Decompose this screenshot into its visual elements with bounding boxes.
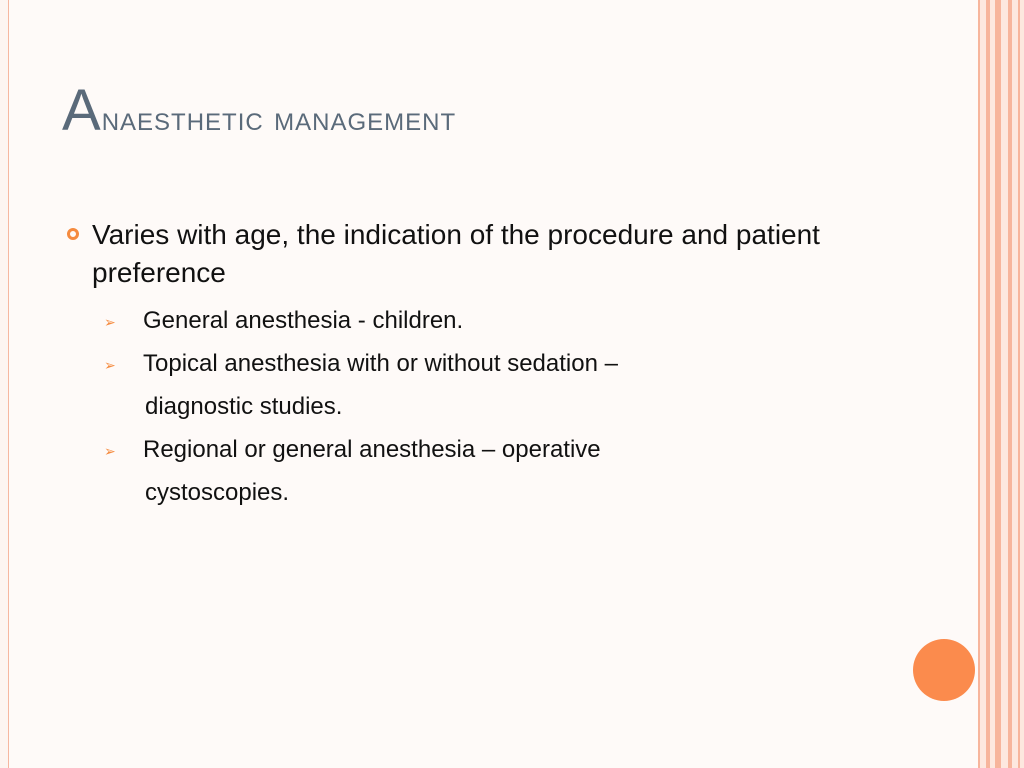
sub-bullet-1: General anesthesia - children. [143, 307, 464, 334]
slide-title [62, 78, 457, 143]
title-initial: A [62, 78, 102, 143]
right-stripe [1018, 0, 1020, 768]
arrowhead-bullet-icon: ➢ [104, 314, 116, 330]
ring-bullet-icon [67, 228, 79, 240]
right-stripe [986, 0, 990, 768]
arrowhead-bullet-icon: ➢ [104, 357, 116, 373]
sub-bullet-2-continuation: diagnostic studies. [145, 393, 343, 420]
main-bullet-text: Varies with age, the indication of the procedure and patient preference [92, 219, 820, 288]
right-stripe [995, 0, 1001, 768]
right-stripe [1008, 0, 1012, 768]
orange-circle-decoration [913, 639, 975, 701]
title-rest: naesthetic management [101, 100, 457, 138]
sub-bullet-2: Topical anesthesia with or without sedation – [143, 350, 618, 377]
sub-bullet-3-continuation: cystoscopies. [145, 479, 290, 506]
arrowhead-bullet-icon: ➢ [104, 443, 116, 459]
sub-bullet-3: Regional or general anesthesia – operative [143, 436, 601, 463]
right-stripe [978, 0, 980, 768]
